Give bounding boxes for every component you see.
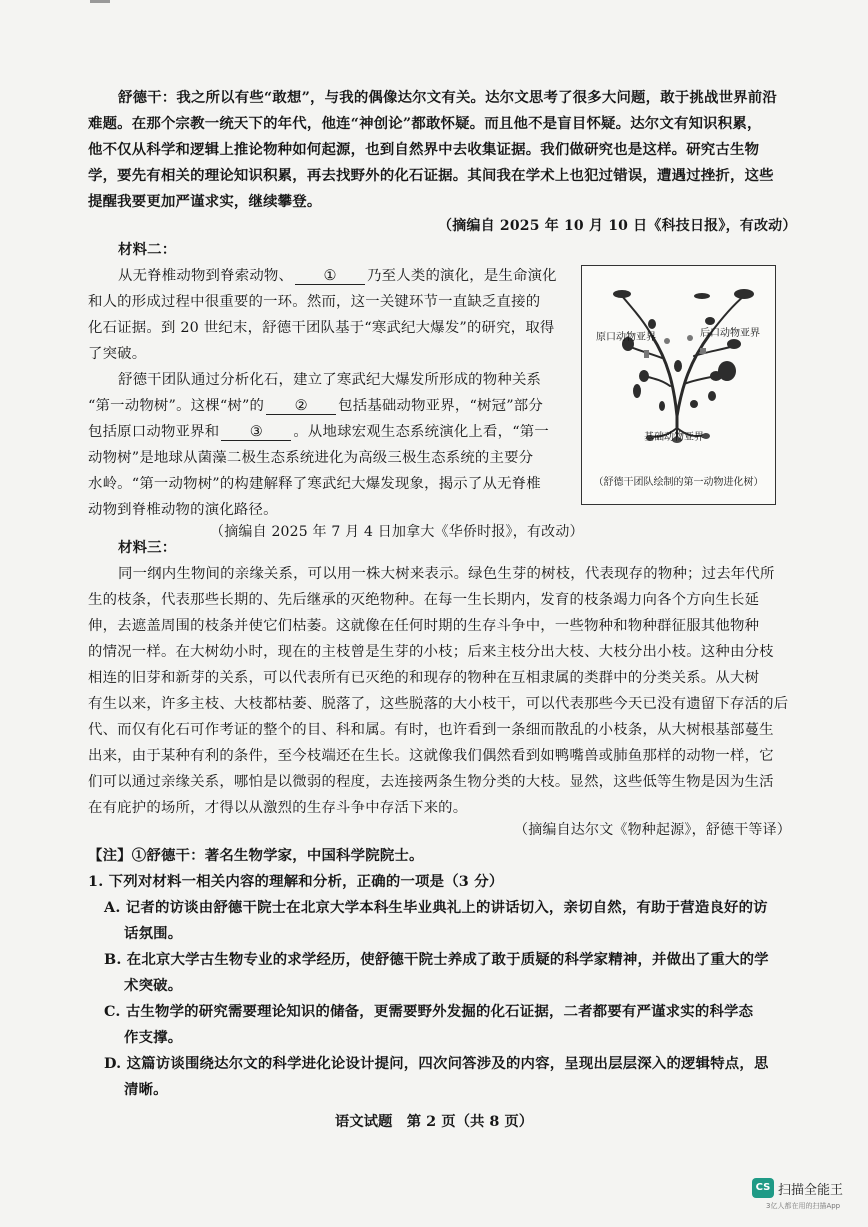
label-protostomia: 原口动物亚界 [596, 332, 656, 343]
option-a-line-1: A. 记者的访谈由舒德干院士在北京大学本科生毕业典礼上的讲话切入，亲切自然，有助于营造良好的访 [104, 899, 768, 916]
m2-p2-text-d: 。从地球宏观生态系统演化上看，“第一 [293, 424, 549, 440]
option-d-line-2: 清晰。 [124, 1081, 168, 1098]
m2-p2-text-c: 包括原口动物亚界和 [88, 424, 220, 440]
label-basal-animalia: 基础动物亚界 [644, 432, 704, 443]
scan-edge-mark [90, 0, 110, 3]
evolution-tree-figure [581, 265, 776, 505]
note: 【注】①舒德干：著名生物学家，中国科学院院士。 [88, 847, 424, 864]
m3-line-9: 们可以通过亲缘关系，哪怕是以微弱的程度，去连接两条生物分类的大枝。显然，这些低等生物是因为生活 [88, 774, 774, 790]
blank-2: ② [266, 398, 336, 415]
interview-line-3: 他不仅从科学和逻辑上推论物种如何起源，也到自然界中去收集证据。我们做研究也是这样。研究古生物 [88, 141, 760, 158]
interview-line-1-text: 舒德干：我之所以有些“敢想”，与我的偶像达尔文有关。达尔文思考了很多大问题，敢于挑战世界前沿 [118, 89, 777, 106]
m2-p2-line-4: 动物树”是地球从菌藻二极生态系统进化为高级三极生态系统的主要分 [88, 450, 534, 466]
option-a-line-2: 话氛围。 [124, 925, 183, 942]
m2-p2-line-1: 舒德干团队通过分析化石，建立了寒武纪大爆发所形成的物种关系 [118, 372, 542, 388]
interview-line-2: 难题。在那个宗教一统天下的年代，他连“神创论”都敢怀疑。而且他不是盲目怀疑。达尔文有知识积累， [88, 115, 762, 132]
interview-source: （摘编自 2025 年 10 月 10 日《科技日报》，有改动） [438, 218, 797, 234]
material2-heading: 材料二： [118, 241, 177, 258]
m2-p2-line-2 [88, 396, 543, 416]
m2-p2-text-b: 包括基础动物亚界，“树冠”部分 [338, 398, 543, 414]
blank-1: ① [295, 268, 365, 285]
option-b-line-1: B. 在北京大学古生物专业的求学经历，使舒德干院士养成了敢于质疑的科学家精神，并做出了重大的学 [104, 951, 769, 968]
option-d-line-1: D. 这篇访谈围绕达尔文的科学进化论设计提问，四次问答涉及的内容，呈现出层层深入的逻辑特点，思 [104, 1055, 769, 1072]
interview-line-4: 学，要先有相关的理论知识积累，再去找野外的化石证据。其间我在学术上也犯过错误，遭遇过挫折，这些 [88, 167, 774, 184]
option-c-line-2: 作支撑。 [124, 1029, 183, 1046]
m3-line-4: 的情况一样。在大树幼小时，现在的主枝曾是生芽的小枝；后来主枝分出大枝、大枝分出小枝。这种由分枝 [88, 644, 774, 660]
page-footer: 语文试题 第 2 页（共 8 页） [334, 1113, 534, 1130]
material3-heading: 材料三： [118, 539, 177, 556]
material3-source: （摘编自达尔文《物种起源》，舒德干等译） [514, 822, 791, 838]
material2-source: （摘编自 2025 年 7 月 4 日加拿大《华侨时报》，有改动） [210, 524, 584, 540]
m2-p2-line-5: 水岭。“第一动物树”的构建解释了寒武纪大爆发现象，揭示了从无脊椎 [88, 476, 541, 492]
m2-p1-text-a: 从无脊椎动物到脊索动物、 [118, 268, 294, 284]
m3-line-7: 代、而仅有化石可作考证的整个的目、科和属。有时，也许看到一条细而散乱的小枝条，从大树根基部蔓生 [88, 722, 774, 738]
m3-line-2: 生的枝条，代表那些长期的、先后继承的灭绝物种。在每一生长期内，发育的枝条竭力向各个方向生长延 [88, 592, 760, 608]
m3-line-8: 出来，由于某种有利的条件，至今枝端还在生长。这就像我们偶然看到如鸭嘴兽或肺鱼那样的动物一样，它 [88, 748, 774, 764]
m2-p1-line-1 [118, 266, 557, 286]
m2-p1-line-3: 化石证据。到 20 世纪末，舒德干团队基于“寒武纪大爆发”的研究，取得 [88, 320, 555, 336]
m3-line-1: 同一纲内生物间的亲缘关系，可以用一株大树来表示。绿色生芽的树枝，代表现存的物种；过去年代所 [118, 566, 775, 582]
m2-p2-line-3 [88, 422, 549, 442]
interview-line-5: 提醒我要更加严谨求实，继续攀登。 [88, 193, 322, 210]
blank-3: ③ [221, 424, 291, 441]
m2-p1-text-b: 乃至人类的演化，是生命演化 [367, 268, 557, 284]
option-b-line-2: 术突破。 [124, 977, 183, 994]
question-1-stem: 1. 下列对材料一相关内容的理解和分析，正确的一项是（3 分） [88, 873, 504, 890]
figure-caption: （舒德干团队绘制的第一动物进化树） [593, 477, 764, 488]
option-c-line-1: C. 古生物学的研究需要理论知识的储备，更需要野外发掘的化石证据，二者都要有严谨求实的科学态 [104, 1003, 754, 1020]
m2-p1-line-2: 和人的形成过程中很重要的一环。然而，这一关键环节一直缺乏直接的 [88, 294, 541, 310]
m3-line-5: 相连的旧芽和新芽的关系，可以代表所有已灭绝的和现存的物种在互相隶属的类群中的分类关系。从大树 [88, 670, 760, 686]
m3-line-3: 伸，去遮盖周围的枝条并使它们枯萎。这就像在任何时期的生存斗争中，一些物种和物种群征服其他物种 [88, 618, 760, 634]
m2-p1-line-4: 了突破。 [88, 346, 147, 362]
m2-p2-line-6: 动物到脊椎动物的演化路径。 [88, 502, 278, 518]
interview-line-1 [118, 88, 777, 108]
label-deuterostomia: 后口动物亚界 [700, 328, 760, 339]
camscanner-logo-icon: CS [752, 1178, 774, 1198]
evolution-tree-drawing [582, 266, 775, 504]
m3-line-10: 在有庇护的场所，才得以从激烈的生存斗争中存活下来的。 [88, 800, 468, 816]
m2-p2-text-a: “第一动物树”。这棵“树”的 [88, 398, 265, 414]
watermark-app-name: 扫描全能王 [778, 1183, 844, 1198]
watermark-tagline: 3亿人都在用的扫描App [766, 1202, 841, 1210]
m3-line-6: 有生以来，许多主枝、大枝都枯萎、脱落了，这些脱落的大小枝干，可以代表那些今天已没有遗留下存活的后 [88, 696, 789, 712]
